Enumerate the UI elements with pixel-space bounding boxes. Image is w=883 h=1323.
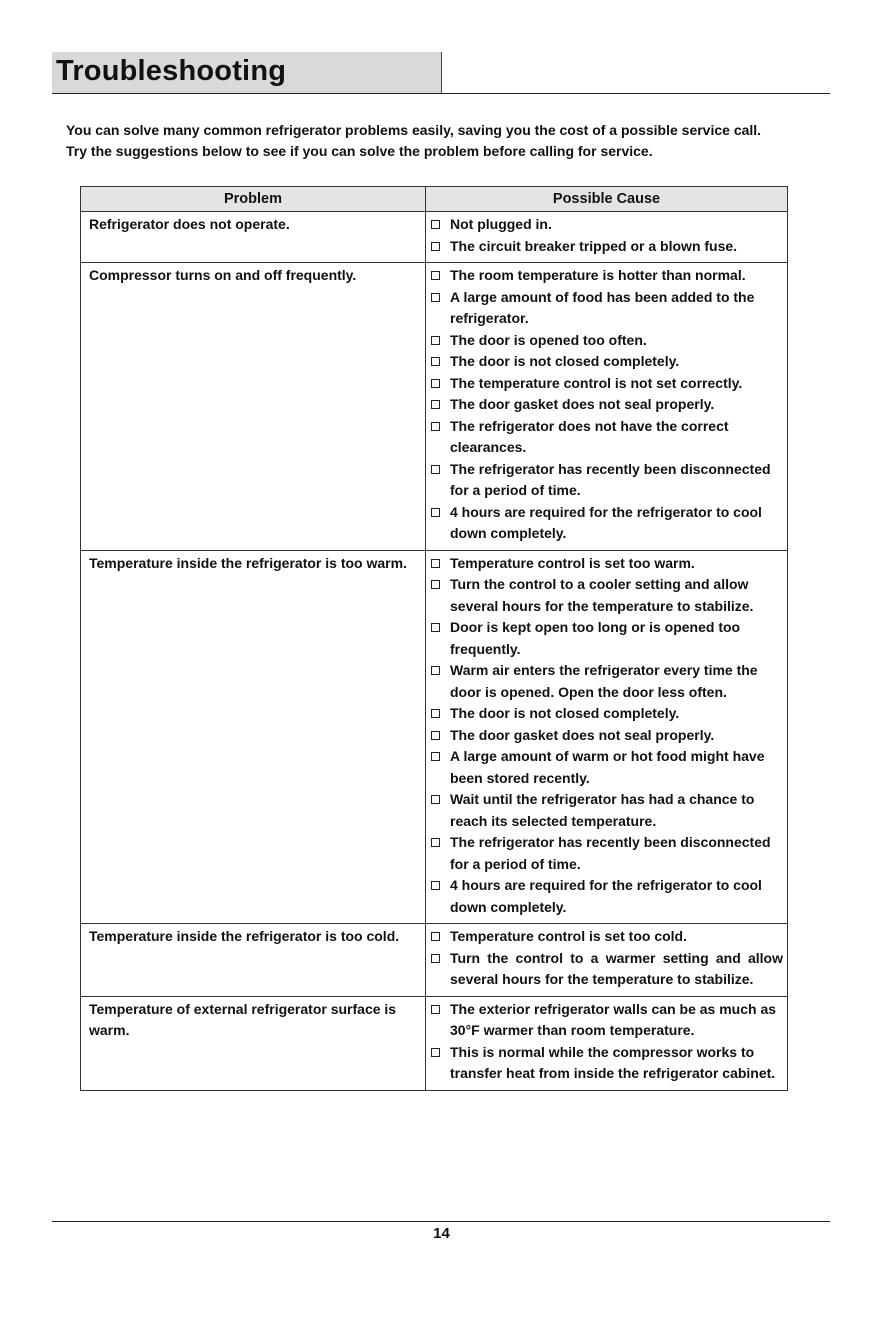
cause-text: The exterior refrigerator walls can be as much as 30°F warmer than room temperature.	[450, 1000, 777, 1038]
checkbox-square-icon	[431, 379, 440, 388]
cause-text: A large amount of food has been added to the refrigerator.	[450, 288, 755, 326]
cause-text: The door is opened too often.	[450, 331, 647, 348]
page-header	[52, 52, 830, 94]
intro-text	[66, 120, 826, 162]
cause-item	[430, 746, 783, 789]
checkbox-square-icon	[431, 242, 440, 251]
page-number: 14	[433, 1225, 450, 1242]
cause-item	[430, 617, 783, 660]
checkbox-square-icon	[431, 795, 440, 804]
troubleshooting-table	[80, 186, 788, 1091]
cause-item	[430, 373, 783, 395]
checkbox-square-icon	[431, 1005, 440, 1014]
cause-item	[430, 875, 783, 918]
cause-text: Temperature control is set too cold.	[450, 928, 688, 944]
checkbox-square-icon	[431, 580, 440, 589]
checkbox-square-icon	[431, 838, 440, 847]
cause-text: The door is not closed completely.	[450, 705, 680, 721]
cause-text: Turn the control to a warmer setting and allow several hours for the temperature to stabilize.	[450, 949, 783, 987]
cause-text: The refrigerator has recently been disconnected for a period of time.	[450, 460, 771, 498]
cause-text: Warm air enters the refrigerator every time the door is opened. Open the door less often.	[450, 662, 758, 700]
cause-text: The door gasket does not seal properly.	[450, 726, 715, 743]
cause-text: The refrigerator has recently been disconnected for a period of time.	[450, 834, 771, 872]
problem-cell: Compressor turns on and off frequently.	[81, 263, 426, 551]
cause-item	[430, 832, 783, 875]
checkbox-square-icon	[431, 400, 440, 409]
checkbox-square-icon	[431, 666, 440, 675]
table-row	[81, 550, 788, 924]
cause-text: The door is not closed completely.	[450, 353, 680, 369]
cause-item	[430, 725, 783, 747]
cause-text: The refrigerator does not have the correct clearances.	[450, 417, 729, 455]
checkbox-square-icon	[431, 731, 440, 740]
cause-item	[430, 789, 783, 832]
cause-cell	[426, 212, 788, 263]
cause-item	[430, 416, 783, 459]
checkbox-square-icon	[431, 752, 440, 761]
column-header-possible-cause: Possible Cause	[426, 187, 788, 212]
column-header-problem: Problem	[81, 187, 426, 212]
checkbox-square-icon	[431, 271, 440, 280]
checkbox-square-icon	[431, 1048, 440, 1057]
cause-text: Temperature control is set too warm.	[450, 554, 695, 571]
checkbox-square-icon	[431, 220, 440, 229]
intro-line-2: Try the suggestions below to see if you can solve the problem before calling for service.	[66, 143, 653, 159]
cause-text: Turn the control to a cooler setting and allow several hours for the temperature to stabilize.	[450, 576, 754, 614]
cause-cell	[426, 924, 788, 997]
table-row	[81, 212, 788, 263]
cause-item	[430, 574, 783, 617]
checkbox-square-icon	[431, 932, 440, 941]
checkbox-square-icon	[431, 465, 440, 474]
cause-item	[430, 214, 783, 236]
header-tab	[52, 52, 442, 93]
problem-cell: Refrigerator does not operate.	[81, 212, 426, 263]
table-row	[81, 263, 788, 551]
cause-text: The circuit breaker tripped or a blown fuse.	[450, 237, 738, 254]
checkbox-square-icon	[431, 559, 440, 568]
cause-item	[430, 1042, 783, 1085]
cause-text: A large amount of warm or hot food might have been stored recently.	[450, 748, 765, 786]
cause-text: This is normal while the compressor works to transfer heat from inside the refrigerator cabinet.	[450, 1043, 776, 1081]
footer-divider	[52, 1221, 830, 1222]
cause-text: The room temperature is hotter than normal.	[450, 267, 746, 283]
checkbox-square-icon	[431, 954, 440, 963]
checkbox-square-icon	[431, 422, 440, 431]
cause-item	[430, 287, 783, 330]
problem-cell: Temperature inside the refrigerator is too cold.	[81, 924, 426, 997]
table-row	[81, 924, 788, 997]
cause-item	[430, 553, 783, 575]
cause-cell	[426, 263, 788, 551]
cause-item	[430, 703, 783, 725]
problem-cell: Temperature of external refrigerator surface is warm.	[81, 996, 426, 1090]
cause-item	[430, 394, 783, 416]
cause-text: Not plugged in.	[450, 216, 552, 232]
cause-item	[430, 926, 783, 948]
cause-item	[430, 459, 783, 502]
checkbox-square-icon	[431, 357, 440, 366]
problem-cell: Temperature inside the refrigerator is too warm.	[81, 550, 426, 924]
intro-line-1: You can solve many common refrigerator problems easily, saving you the cost of a possible service call.	[66, 122, 762, 138]
cause-text: The door gasket does not seal properly.	[450, 396, 715, 412]
cause-text: 4 hours are required for the refrigerator to cool down completely.	[450, 877, 762, 915]
cause-cell	[426, 550, 788, 924]
cause-text: 4 hours are required for the refrigerator to cool down completely.	[450, 503, 762, 541]
checkbox-square-icon	[431, 623, 440, 632]
page-title: Troubleshooting	[56, 55, 287, 87]
cause-item	[430, 660, 783, 703]
checkbox-square-icon	[431, 336, 440, 345]
cause-text: Door is kept open too long or is opened too frequently.	[450, 619, 741, 657]
checkbox-square-icon	[431, 508, 440, 517]
checkbox-square-icon	[431, 881, 440, 890]
cause-item	[430, 236, 783, 258]
cause-text: The temperature control is not set correctly.	[450, 374, 743, 391]
cause-item	[430, 351, 783, 373]
cause-item	[430, 999, 783, 1042]
checkbox-square-icon	[431, 709, 440, 718]
cause-item	[430, 265, 783, 287]
table-header-row	[81, 187, 788, 212]
cause-item	[430, 502, 783, 545]
cause-item	[430, 948, 783, 991]
table-row	[81, 996, 788, 1090]
cause-cell	[426, 996, 788, 1090]
cause-item	[430, 330, 783, 352]
cause-text: Wait until the refrigerator has had a chance to reach its selected temperature.	[450, 791, 755, 829]
checkbox-square-icon	[431, 293, 440, 302]
